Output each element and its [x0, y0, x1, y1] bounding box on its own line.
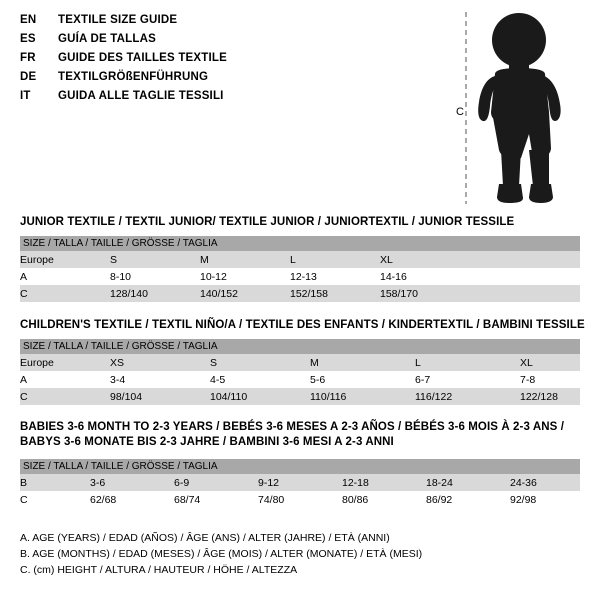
table-row [20, 268, 580, 285]
cell: 4-5 [210, 371, 310, 388]
legend-line-a: A. AGE (YEARS) / EDAD (AÑOS) / ÂGE (ANS) / ALTER (JAHRE) / ETÀ (ANNI) [20, 532, 390, 544]
size-header-label: SIZE / TALLA / TAILLE / GRÖSSE / TAGLIA [20, 236, 580, 251]
cell: XL [520, 354, 580, 371]
cell: 5-6 [310, 371, 415, 388]
table-row [20, 251, 580, 268]
cell: 3-6 [90, 474, 174, 491]
row-label: Europe [20, 354, 110, 371]
size-header-label: SIZE / TALLA / TAILLE / GRÖSSE / TAGLIA [20, 459, 580, 474]
cell: 12-18 [342, 474, 426, 491]
legend-line-b: B. AGE (MONTHS) / EDAD (MESES) / ÂGE (MOIS) / ALTER (MONATE) / ETÀ (MESI) [20, 548, 423, 560]
language-row [20, 90, 440, 109]
cell: 128/140 [110, 285, 200, 302]
size-header-label: SIZE / TALLA / TAILLE / GRÖSSE / TAGLIA [20, 339, 580, 354]
table-header-row [20, 339, 580, 354]
children-section-title: CHILDREN'S TEXTILE / TEXTIL NIÑO/A / TEXTILE DES ENFANTS / KINDERTEXTIL / BAMBINI TESSILE [20, 319, 585, 331]
row-label: Europe [20, 251, 110, 268]
language-row [20, 71, 440, 90]
language-row [20, 14, 440, 33]
table-row [20, 388, 580, 405]
table-row [20, 285, 580, 302]
language-title: GUÍA DE TALLAS [58, 33, 156, 45]
cell: 6-9 [174, 474, 258, 491]
language-row [20, 52, 440, 71]
language-code: FR [20, 52, 36, 64]
cell: 3-4 [110, 371, 210, 388]
row-label: B [20, 474, 90, 491]
cell: 6-7 [415, 371, 520, 388]
cell: 12-13 [290, 268, 380, 285]
cell: 18-24 [426, 474, 510, 491]
cell: XL [380, 251, 580, 268]
cell: 14-16 [380, 268, 580, 285]
cell: M [310, 354, 415, 371]
cell: 7-8 [520, 371, 580, 388]
row-label: C [20, 285, 110, 302]
table-row [20, 491, 580, 508]
children-size-table [20, 339, 580, 405]
language-code: IT [20, 90, 31, 102]
junior-size-table [20, 236, 580, 302]
cell: 152/158 [290, 285, 380, 302]
language-title: TEXTILGRÖßENFÜHRUNG [58, 71, 209, 83]
table-row [20, 474, 580, 491]
language-title: TEXTILE SIZE GUIDE [58, 14, 178, 26]
cell: 110/116 [310, 388, 415, 405]
table-row [20, 371, 580, 388]
language-title: GUIDE DES TAILLES TEXTILE [58, 52, 227, 64]
legend-block [20, 532, 580, 580]
cell: 74/80 [258, 491, 342, 508]
cell: 10-12 [200, 268, 290, 285]
language-code: ES [20, 33, 36, 45]
language-list [20, 14, 440, 109]
cell: 140/152 [200, 285, 290, 302]
cell: 9-12 [258, 474, 342, 491]
cell: M [200, 251, 290, 268]
language-row [20, 33, 440, 52]
cell: 98/104 [110, 388, 210, 405]
row-label: A [20, 268, 110, 285]
junior-section-title: JUNIOR TEXTILE / TEXTIL JUNIOR/ TEXTILE JUNIOR / JUNIORTEXTIL / JUNIOR TESSILE [20, 216, 515, 228]
babies-section-title-line1: BABIES 3-6 MONTH TO 2-3 YEARS / BEBÉS 3-6 MESES A 2-3 AÑOS / BÉBÉS 3-6 MOIS À 2-3 ANS / [20, 421, 564, 433]
table-header-row [20, 459, 580, 474]
cell: 68/74 [174, 491, 258, 508]
cell: 80/86 [342, 491, 426, 508]
cell: L [415, 354, 520, 371]
cell: XS [110, 354, 210, 371]
cell: 122/128 [520, 388, 580, 405]
table-row [20, 354, 580, 371]
figure-measure-label: C [456, 106, 464, 118]
toddler-silhouette-icon [455, 8, 590, 208]
language-code: DE [20, 71, 37, 83]
cell: S [110, 251, 200, 268]
cell: 24-36 [510, 474, 580, 491]
cell: 8-10 [110, 268, 200, 285]
cell: 158/170 [380, 285, 580, 302]
cell: L [290, 251, 380, 268]
cell: 62/68 [90, 491, 174, 508]
language-title: GUIDA ALLE TAGLIE TESSILI [58, 90, 224, 102]
cell: 104/110 [210, 388, 310, 405]
row-label: C [20, 491, 90, 508]
cell: S [210, 354, 310, 371]
babies-section-title-line2: BABYS 3-6 MONATE BIS 2-3 JAHRE / BAMBINI 3-6 MESI A 2-3 ANNI [20, 436, 394, 448]
babies-size-table [20, 459, 580, 508]
row-label: A [20, 371, 110, 388]
row-label: C [20, 388, 110, 405]
table-header-row [20, 236, 580, 251]
language-code: EN [20, 14, 37, 26]
cell: 92/98 [510, 491, 580, 508]
cell: 116/122 [415, 388, 520, 405]
cell: 86/92 [426, 491, 510, 508]
legend-line-c: C. (cm) HEIGHT / ALTURA / HAUTEUR / HÖHE / ALTEZZA [20, 564, 298, 576]
